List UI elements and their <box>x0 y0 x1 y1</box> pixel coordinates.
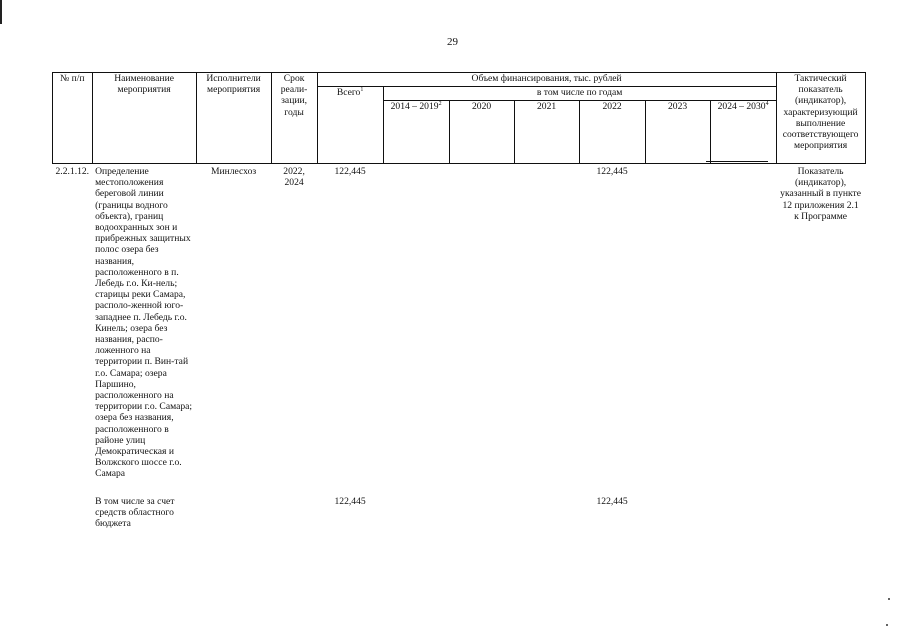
row-total: 122,445 <box>334 495 366 507</box>
header-year-2020 <box>449 101 514 164</box>
header-year-2022 <box>579 101 645 164</box>
row-y2024-2030 <box>710 480 776 530</box>
scan-speck <box>886 624 888 626</box>
row-y2022: 122,445 <box>596 495 628 507</box>
row-number: 2.2.1.12. <box>55 166 90 177</box>
header-year-2014-2019 <box>383 101 449 164</box>
row-executors: Минлесхоз <box>210 166 257 177</box>
header-term: Срок реали-зации, годы <box>271 73 317 164</box>
row-name: Определение местоположения береговой линии (границы водного объекта), границ водоохранных зон и прибрежных защитных полос озера без названия, расположенного в п. Лебедь г.о. Ки-нель; старицы реки Самара, располо-женной юго-западнее п. Лебедь г.о. Кинель; озера без названия, распо-ложенного на территории п. Вин-тай г.о. Самара; озера Паршино, расположенного на территории г.о. Самара; озера без названия, расположенного в районе улиц Демократическая и Волжского шоссе г.о. Самара <box>95 166 193 480</box>
header-year-label: 2021 <box>536 101 557 112</box>
header-year-2024-2030 <box>710 101 776 164</box>
scan-edge-mark <box>0 0 2 24</box>
row-name: В том числе за счет средств областного бюджета <box>95 495 175 530</box>
financing-table <box>52 72 866 529</box>
header-year-2021 <box>514 101 579 164</box>
header-no: № п/п <box>53 73 93 164</box>
header-year-footnote: 4 <box>765 100 769 107</box>
table-body <box>53 164 866 530</box>
header-year-2023 <box>645 101 710 164</box>
row-y2023 <box>645 480 710 530</box>
row-y2024-2030 <box>710 164 776 480</box>
page-number: 29 <box>447 36 458 48</box>
header-by-years: в том числе по годам <box>383 87 776 101</box>
row-y2021 <box>514 164 579 480</box>
row-y2020 <box>449 480 514 530</box>
row-indicator <box>776 480 865 530</box>
row-y2022: 122,445 <box>596 166 628 177</box>
header-total-footnote: 1 <box>360 86 364 93</box>
row-term: 2022, 2024 <box>283 166 305 189</box>
table-header <box>53 73 866 164</box>
header-total <box>317 87 383 164</box>
row-number <box>53 480 93 530</box>
header-year-label: 2024 – 2030 <box>717 101 766 112</box>
header-year-footnote: 2 <box>438 100 442 107</box>
row-total: 122,445 <box>334 166 366 177</box>
header-executors: Исполнители мероприятия <box>196 73 271 164</box>
row-indicator: Показатель (индикатор), указанный в пункте 12 приложения 2.1 к Программе <box>780 166 861 222</box>
row-y2014-2019 <box>383 164 449 480</box>
scan-speck <box>888 598 890 600</box>
header-financing: Объем финансирования, тыс. рублей <box>317 73 776 87</box>
year-column-underline <box>706 161 768 162</box>
header-total-label: Всего <box>336 87 361 98</box>
row-y2023 <box>645 164 710 480</box>
header-year-label: 2014 – 2019 <box>390 101 439 112</box>
table-row <box>53 480 866 530</box>
header-indicator: Тактический показатель (индикатор), характеризующий выполнение соответствующего мероприятия <box>776 73 865 164</box>
header-year-label: 2023 <box>667 101 688 112</box>
row-term <box>271 480 317 530</box>
header-year-label: 2022 <box>602 101 622 112</box>
row-y2020 <box>449 164 514 480</box>
header-year-label: 2020 <box>471 101 492 112</box>
table-row <box>53 164 866 480</box>
row-executors <box>196 480 271 530</box>
header-name: Наименование мероприятия <box>92 73 196 164</box>
row-y2021 <box>514 480 579 530</box>
row-y2014-2019 <box>383 480 449 530</box>
